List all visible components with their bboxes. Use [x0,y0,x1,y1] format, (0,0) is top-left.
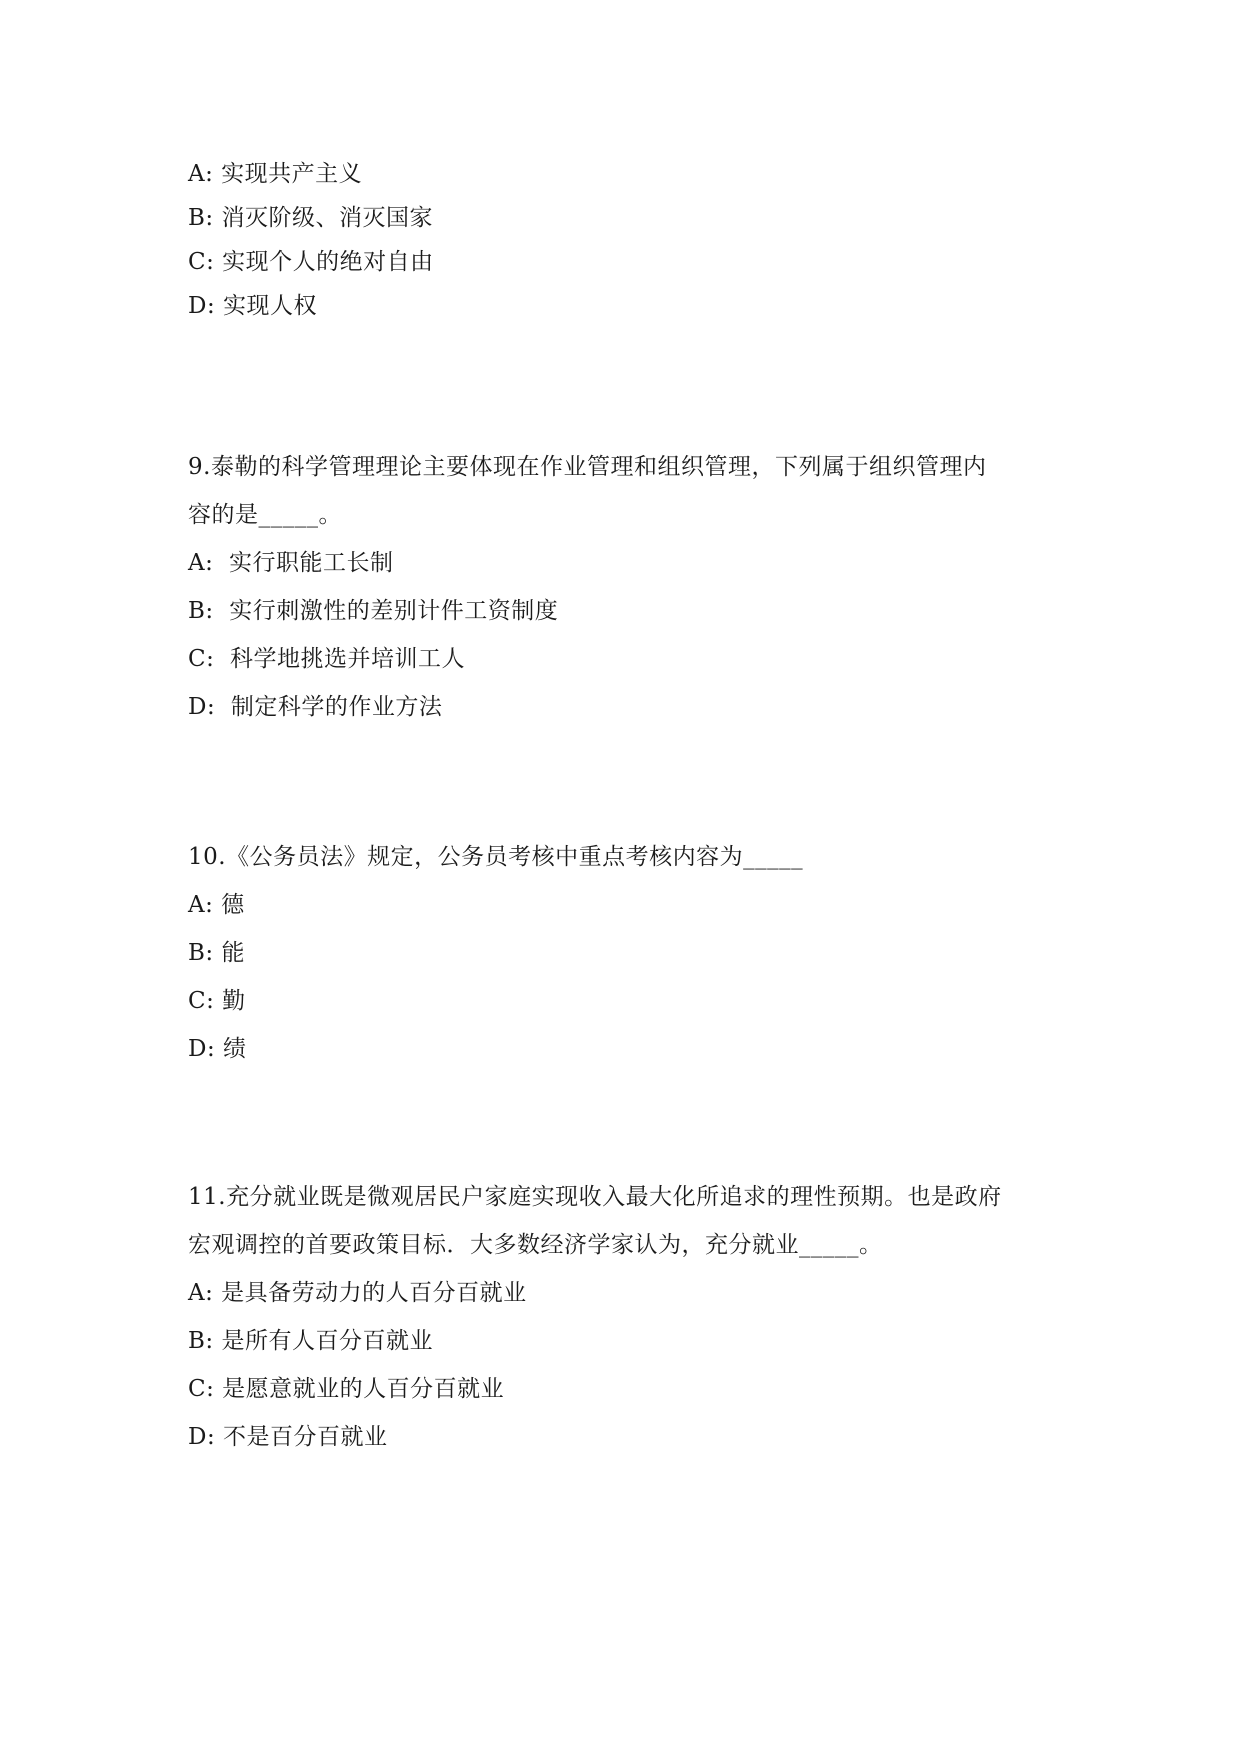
option-key: C: [188,646,215,672]
option-text: 制定科学的作业方法 [230,694,443,720]
option-key: B: [188,205,214,231]
q10-option-b [188,938,245,968]
option-key: D: [188,1424,216,1450]
q9-option-b [188,596,558,626]
q9-stem-line-2: 容的是_____。 [188,502,342,528]
option-text: 实行职能工长制 [228,550,394,576]
option-text: 勤 [222,988,246,1014]
option-key: A: [188,161,214,187]
option-text: 是所有人百分百就业 [221,1328,433,1354]
option-text: 实现个人的绝对自由 [222,249,434,275]
q11-stem-line-2: 宏观调控的首要政策目标．大多数经济学家认为，充分就业_____。 [188,1232,883,1258]
option-key: A: [188,1280,214,1306]
option-text: 德 [221,892,245,918]
option-key: C: [188,988,215,1014]
option-text: 是具备劳动力的人百分百就业 [221,1280,527,1306]
q9-option-d [188,692,442,722]
q9-stem-line-1: 9.泰勒的科学管理理论主要体现在作业管理和组织管理，下列属于组织管理内 [188,454,987,480]
option-key: D: [188,694,216,720]
option-text: 消灭阶级、消灭国家 [221,205,433,231]
option-text: 实现共产主义 [221,161,363,187]
q11-option-b [188,1326,433,1356]
q8-option-d [188,291,317,321]
q8-option-b [188,203,433,233]
q8-option-a [188,159,362,189]
q10-option-a [188,890,245,920]
option-text: 能 [221,940,245,966]
option-key: A: [188,892,214,918]
option-key: B: [188,598,214,624]
option-text: 科学地挑选并培训工人 [229,646,465,672]
option-key: B: [188,940,214,966]
q11-option-d [188,1422,388,1452]
option-text: 绩 [223,1036,247,1062]
q11-option-c [188,1374,504,1404]
q11-stem-line-1: 11.充分就业既是微观居民户家庭实现收入最大化所追求的理性预期。也是政府 [188,1184,1002,1210]
option-text: 实行刺激性的差别计件工资制度 [229,598,559,624]
q10-option-d [188,1034,247,1064]
option-key: B: [188,1328,214,1354]
option-key: D: [188,1036,216,1062]
q8-option-c [188,247,434,277]
option-text: 实现人权 [223,293,318,319]
q9-option-a [188,548,393,578]
q10-option-c [188,986,246,1016]
option-key: C: [188,249,215,275]
option-text: 是愿意就业的人百分百就业 [222,1376,505,1402]
option-text: 不是百分百就业 [223,1424,388,1450]
option-key: D: [188,293,216,319]
option-key: C: [188,1376,215,1402]
q9-option-c [188,644,465,674]
q10-stem-line-1: 10.《公务员法》规定，公务员考核中重点考核内容为_____ [188,844,804,870]
option-key: A: [188,550,214,576]
q11-option-a [188,1278,527,1308]
